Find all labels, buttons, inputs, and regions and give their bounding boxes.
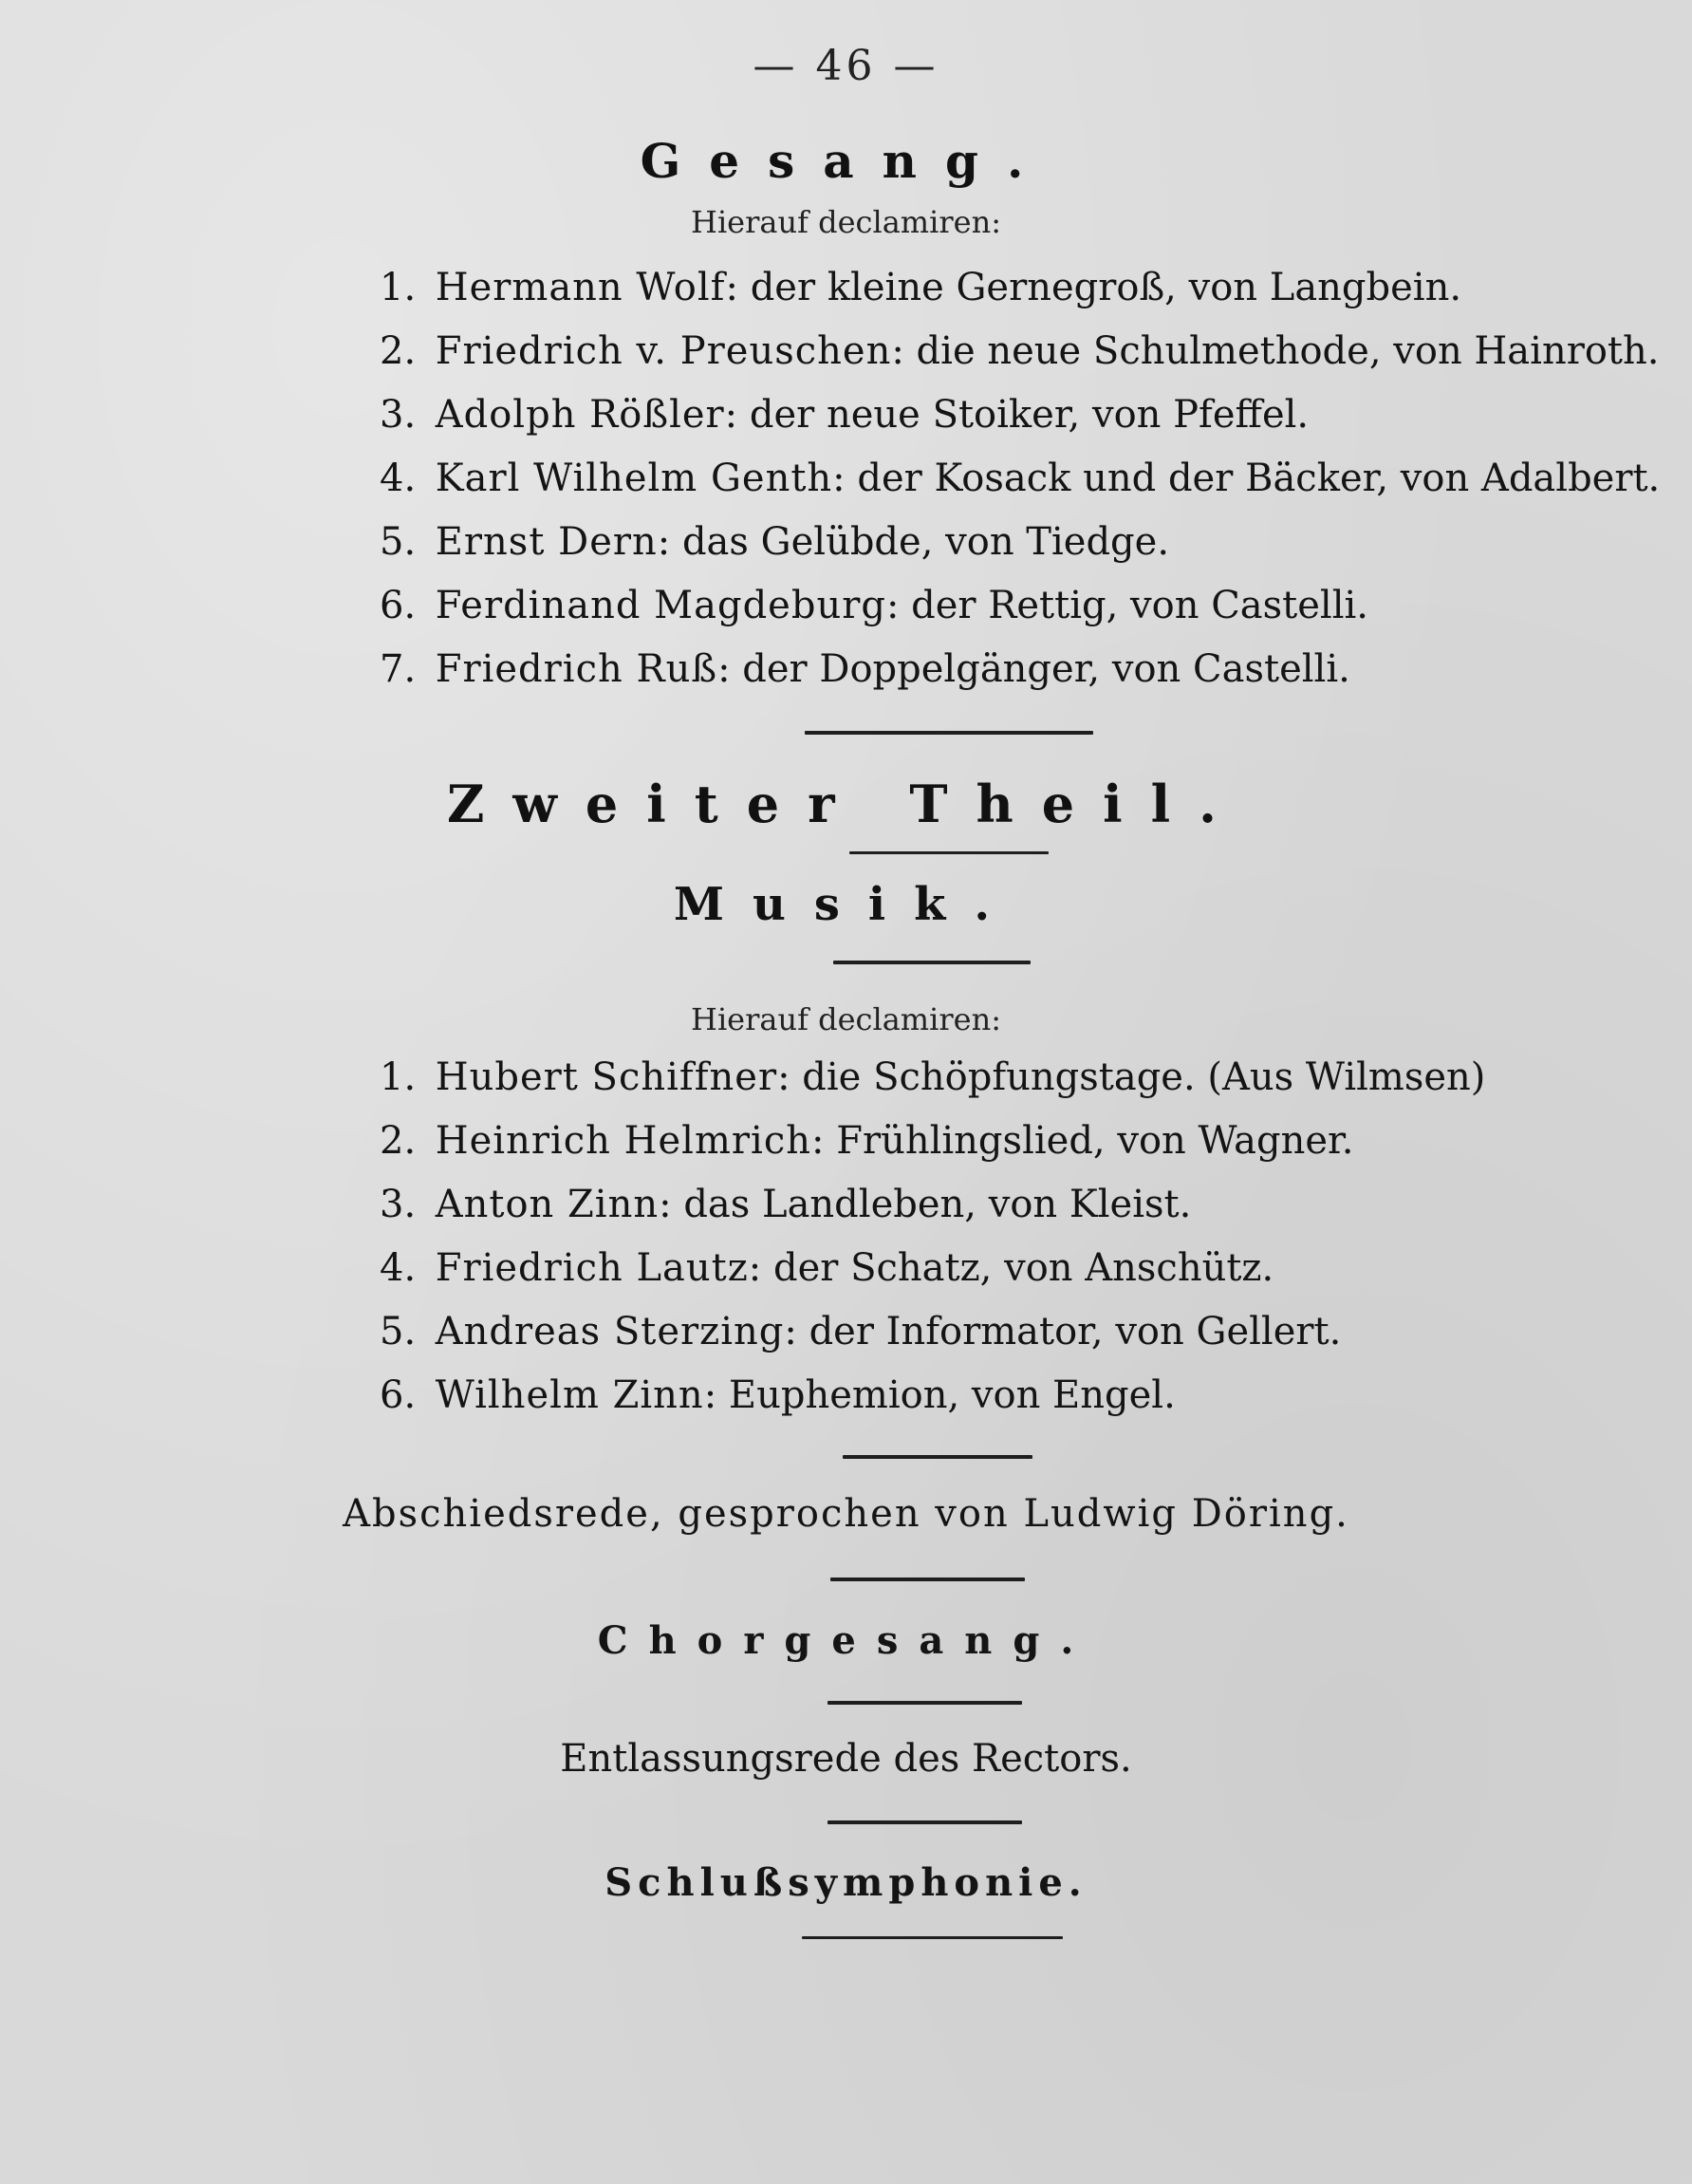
section-title-gesang: Gesang. [640,133,1052,189]
performer-name: Karl Wilhelm Genth [435,457,833,500]
divider-rule [843,1455,1032,1459]
choir-song: Chorgesang. [597,1618,1095,1663]
performer-name: Heinrich Helmrich [435,1119,811,1163]
list-item: 7. Friedrich Ruß: der Doppelgänger, von Castelli. [380,638,1651,701]
item-number: 6. [380,584,417,627]
performer-name: Friedrich Ruß [435,647,718,691]
performer-name: Ernst Dern [435,520,658,564]
item-number: 7. [380,647,417,691]
work-title: der Rettig, von Castelli. [911,584,1369,627]
item-number: 2. [380,1119,417,1163]
divider-rule [830,1577,1025,1581]
performer-name: Ferdinand Magdeburg [435,584,886,627]
list-item: 3. Adolph Rößler: der neue Stoiker, von Pfeffel. [380,383,1651,447]
list-item: 6. Ferdinand Magdeburg: der Rettig, von Castelli. [380,574,1651,638]
work-title: das Landleben, von Kleist. [683,1183,1192,1226]
performer-name: Friedrich v. Preuschen [435,329,892,373]
item-number: 2. [380,329,417,373]
item-number: 3. [380,1183,417,1226]
work-title: Frühlingslied, von Wagner. [836,1119,1354,1163]
declamation-intro-1: Hierauf declamiren: [691,204,1001,240]
item-number: 4. [380,1246,417,1290]
part-heading: Zweiter Theil. [447,774,1245,834]
list-item: 5. Andreas Sterzing: der Informator, von Gellert. [380,1300,1651,1364]
work-title: das Gelübde, von Tiedge. [681,520,1170,564]
divider-rule [802,1936,1063,1939]
work-title: der neue Stoiker, von Pfeffel. [749,393,1310,437]
performer-name: Wilhelm Zinn [435,1373,704,1417]
divider-rule [849,851,1049,854]
list-item: 3. Anton Zinn: das Landleben, von Kleist. [380,1173,1651,1237]
divider-rule [833,961,1031,964]
performer-name: Andreas Sterzing [435,1310,785,1353]
item-number: 5. [380,1310,417,1353]
list-item: 5. Ernst Dern: das Gelübde, von Tiedge. [380,511,1651,574]
item-number: 3. [380,393,417,437]
declamation-list-2 [380,1046,1651,1428]
declamation-list-1 [380,256,1661,701]
item-number: 4. [380,457,417,500]
performer-name: Friedrich Lautz [435,1246,749,1290]
list-item: 1. Hubert Schiffner: die Schöpfungstage. (Aus Wilmsen) [380,1046,1651,1110]
work-title: der kleine Gernegroß, von Langbein. [750,266,1462,309]
closing-symphony: Schlußsymphonie. [604,1860,1088,1905]
declamation-intro-2: Hierauf declamiren: [691,1001,1001,1037]
work-title: die neue Schulmethode, von Hainroth. [916,329,1660,373]
page-number: — 46 — [753,42,939,90]
divider-rule [827,1701,1022,1705]
performer-name: Adolph Rößler [435,393,725,437]
work-title: Euphemion, von Engel. [728,1373,1176,1417]
performer-name: Hermann Wolf [435,266,726,309]
list-item: 4. Friedrich Lautz: der Schatz, von Anschütz. [380,1237,1651,1300]
performer-name: Anton Zinn [435,1183,660,1226]
work-title: der Doppelgänger, von Castelli. [742,647,1350,691]
divider-rule [805,731,1093,735]
item-number: 1. [380,266,417,309]
list-item: 4. Karl Wilhelm Genth: der Kosack und der Bäcker, von Adalbert. [380,447,1651,511]
work-title: der Informator, von Gellert. [809,1310,1342,1353]
performer-name: Hubert Schiffner [435,1055,778,1099]
work-title: der Schatz, von Anschütz. [772,1246,1274,1290]
item-number: 1. [380,1055,417,1099]
list-item: 2. Heinrich Helmrich: Frühlingslied, von Wagner. [380,1110,1651,1173]
farewell-speech: Abschiedsrede, gesprochen von Ludwig Döring. [343,1492,1349,1536]
list-item: 2. Friedrich v. Preuschen: die neue Schulmethode, von Hainroth. [380,320,1651,383]
list-item: 1. Hermann Wolf: der kleine Gernegroß, von Langbein. [380,256,1651,320]
rector-speech: Entlassungsrede des Rectors. [560,1737,1132,1781]
work-title: der Kosack und der Bäcker, von Adalbert. [857,457,1661,500]
item-number: 6. [380,1373,417,1417]
divider-rule [827,1820,1022,1824]
work-title: die Schöpfungstage. (Aus Wilmsen) [802,1055,1486,1099]
item-number: 5. [380,520,417,564]
list-item: 6. Wilhelm Zinn: Euphemion, von Engel. [380,1364,1651,1428]
section-title-musik: Musik. [673,878,1019,931]
